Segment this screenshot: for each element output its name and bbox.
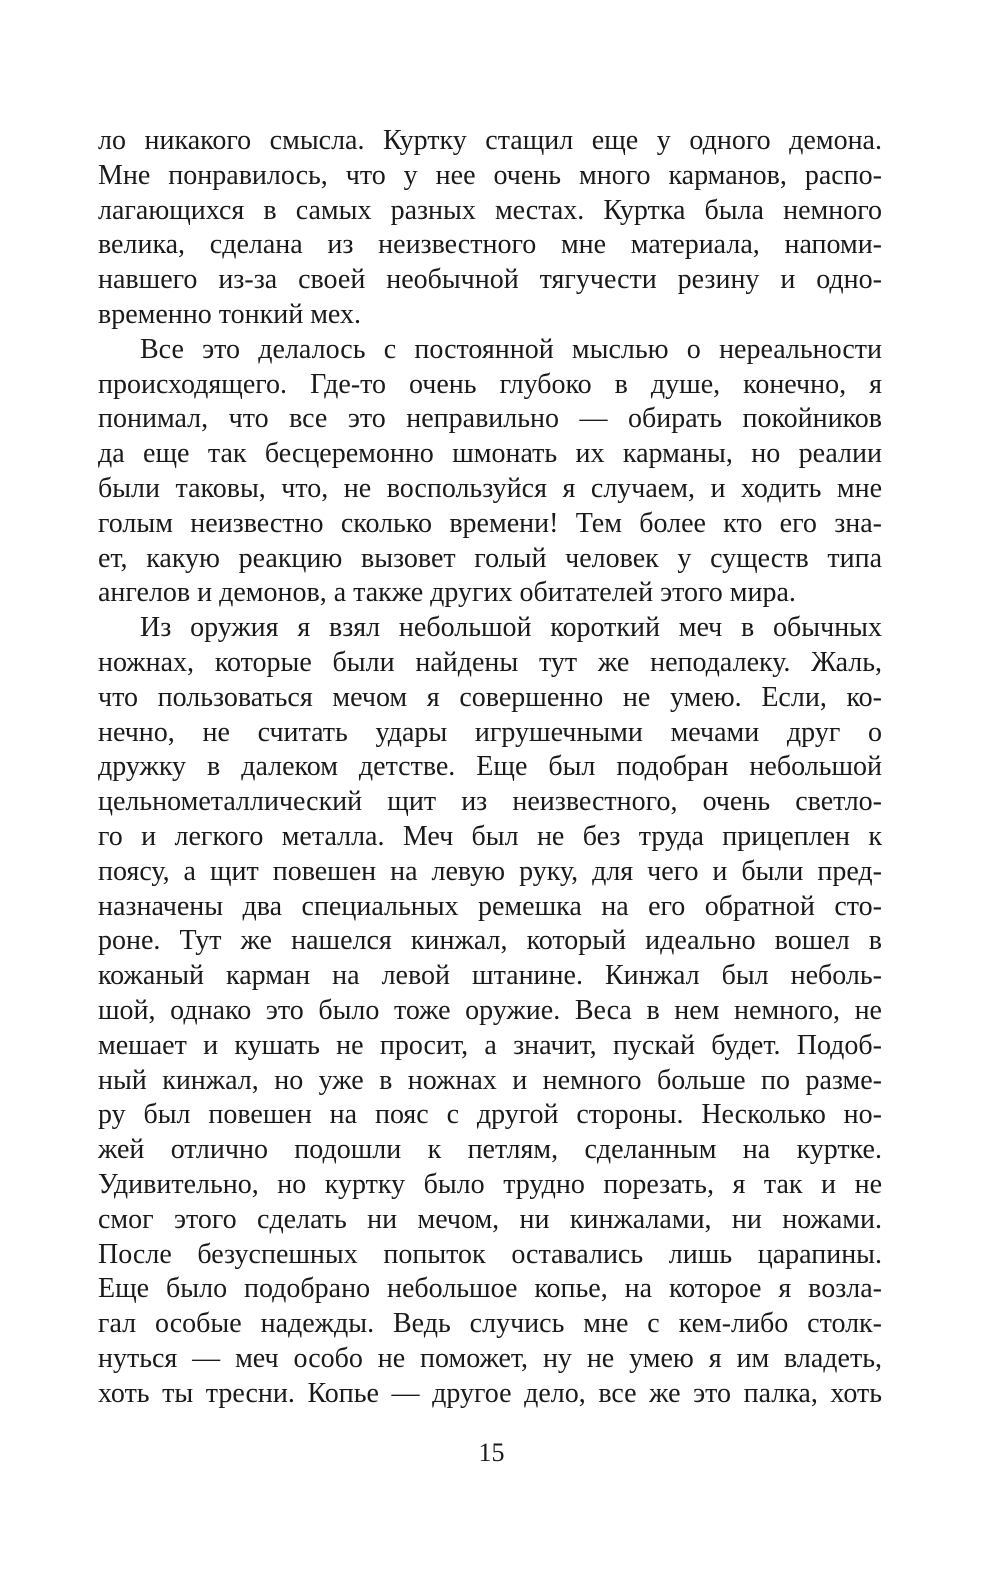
text-line: мешает и кушать не просит, а значит, пускай будет. Подоб- xyxy=(98,1029,882,1061)
text-line: гал особые надежды. Ведь случись мне с кем-либо столк- xyxy=(98,1308,882,1340)
body-text xyxy=(98,124,882,1411)
text-line: нуться — меч особо не поможет, ну не умею я им владеть, xyxy=(98,1342,882,1374)
text-line: ру был повешен на пояс с другой стороны. Несколько но- xyxy=(98,1099,882,1131)
text-line: поясу, а щит повешен на левую руку, для чего и были пред- xyxy=(98,855,882,887)
text-line: происходящего. Где-то очень глубоко в душе, конечно, я xyxy=(98,368,882,400)
text-line: понимал, что все это неправильно — обирать покойников xyxy=(98,403,882,435)
text-line: Удивительно, но куртку было трудно порезать, я так и не xyxy=(98,1168,882,1200)
text-line: нечно, не считать удары игрушечными мечами друг о xyxy=(98,716,882,748)
text-line: После безуспешных попыток оставались лишь царапины. xyxy=(98,1238,882,1270)
text-line: кожаный карман на левой штанине. Кинжал был неболь- xyxy=(98,960,882,992)
text-line: ло никакого смысла. Куртку стащил еще у одного демона. xyxy=(98,125,882,156)
text-line: велика, сделана из неизвестного мне материала, напоми- xyxy=(98,229,882,261)
paragraph-1 xyxy=(98,124,882,333)
text-line: ножнах, которые были найдены тут же неподалеку. Жаль, xyxy=(98,646,882,678)
text-line: смог этого сделать ни мечом, ни кинжалами, ни ножами. xyxy=(98,1203,882,1235)
text-line: что пользоваться мечом я совершенно не умею. Если, ко- xyxy=(98,681,882,713)
text-line: да еще так бесцеремонно шмонать их карманы, но реалии xyxy=(98,438,882,470)
text-line: го и легкого металла. Меч был не без труда прицеплен к xyxy=(98,820,882,852)
text-line: дружку в далеком детстве. Еще был подобран небольшой xyxy=(98,751,882,783)
paragraph-2 xyxy=(98,333,882,611)
text-line: навшего из-за своей необычной тягучести резину и одно- xyxy=(98,264,882,296)
text-line: шой, однако это было тоже оружие. Веса в нем немного, не xyxy=(98,994,882,1026)
text-line: Все это делалось с постоянной мыслью о нереальности xyxy=(140,333,882,365)
text-line: Еще было подобрано небольшое копье, на которое я возла- xyxy=(98,1273,882,1305)
text-line: лагающихся в самых разных местах. Куртка была немного xyxy=(98,194,882,226)
text-line: ет, какую реакцию вызовет голый человек у существ типа xyxy=(98,542,882,574)
text-line: жей отлично подошли к петлям, сделанным на куртке. xyxy=(98,1134,882,1166)
text-line: назначены два специальных ремешка на его обратной сто- xyxy=(98,890,882,922)
text-line: ангелов и демонов, а также других обитателей этого мира. xyxy=(98,577,796,609)
paragraph-3 xyxy=(98,611,882,1411)
text-line: были таковы, что, не воспользуйся я случаем, и ходить мне xyxy=(98,472,882,504)
text-line: временно тонкий мех. xyxy=(98,298,361,330)
text-line: роне. Тут же нашелся кинжал, который идеально вошел в xyxy=(98,925,882,957)
page-number: 15 xyxy=(478,1438,505,1467)
text-line: ный кинжал, но уже в ножнах и немного больше по разме- xyxy=(98,1064,882,1096)
text-line: Из оружия я взял небольшой короткий меч в обычных xyxy=(140,612,882,644)
text-line: хоть ты тресни. Копье — другое дело, все же это палка, хоть xyxy=(98,1377,882,1409)
text-line: голым неизвестно сколько времени! Тем более кто его зна- xyxy=(98,507,882,539)
text-line: цельнометаллический щит из неизвестного, очень светло- xyxy=(98,786,882,818)
text-line: Мне понравилось, что у нее очень много карманов, распо- xyxy=(98,159,882,191)
